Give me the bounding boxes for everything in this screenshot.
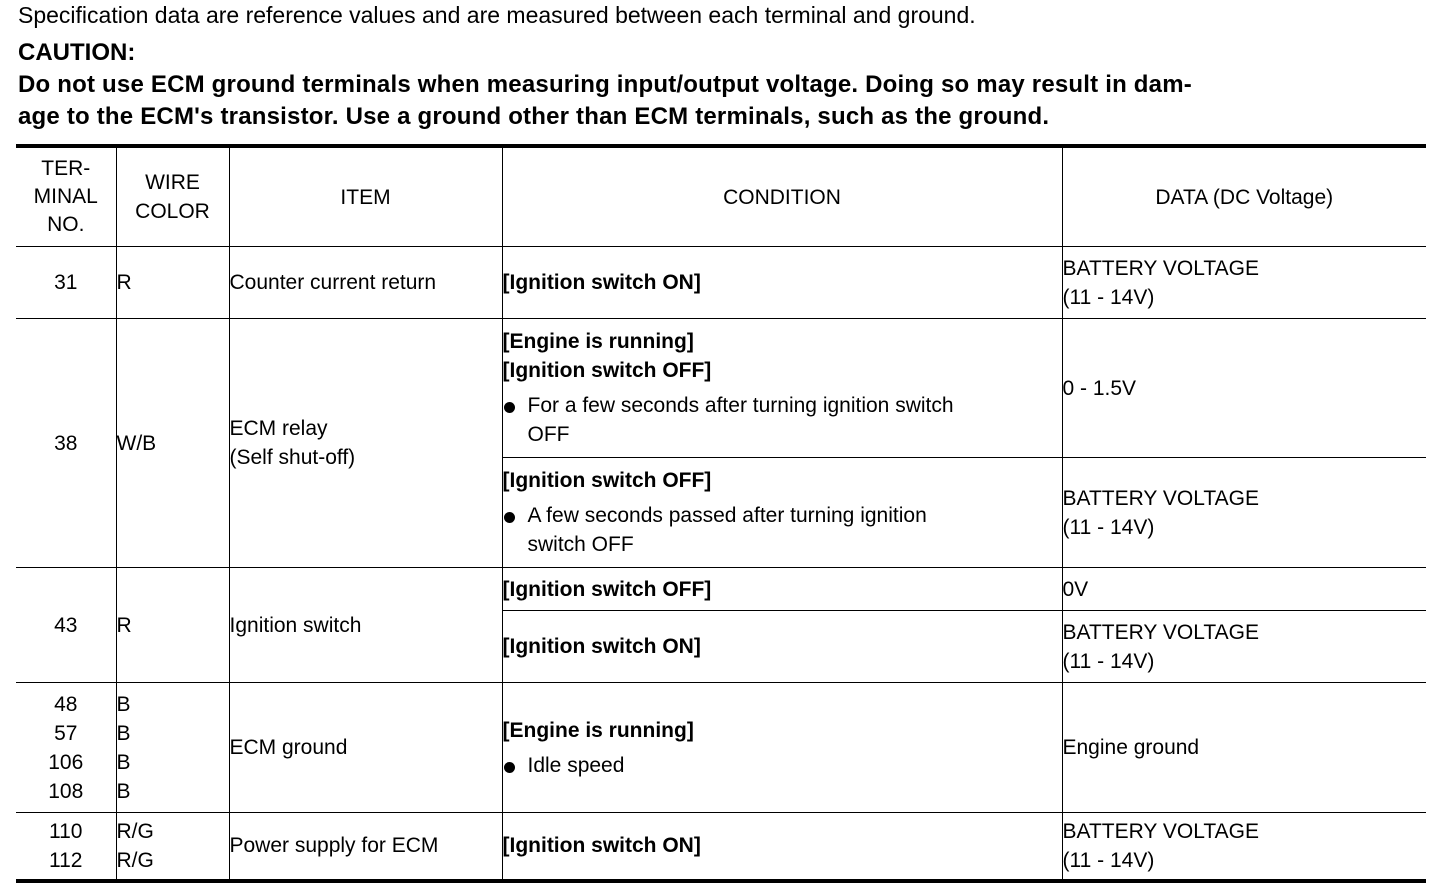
data-value: BATTERY VOLTAGE bbox=[1062, 256, 1259, 280]
condition-bracket: [Ignition switch OFF] bbox=[502, 469, 712, 492]
header-terminal-line: MINAL bbox=[33, 185, 98, 208]
data-value: (11 - 14V) bbox=[1062, 285, 1155, 309]
terminal-number: 106 bbox=[48, 750, 84, 774]
data-cell bbox=[1062, 247, 1426, 319]
header-data: DATA (DC Voltage) bbox=[1062, 146, 1426, 247]
data-value: (11 - 14V) bbox=[1062, 649, 1155, 673]
condition-cell bbox=[502, 813, 1062, 881]
data-cell bbox=[1062, 568, 1426, 611]
intro-text: Specification data are reference values and are measured between each terminal and ground. bbox=[18, 2, 976, 28]
wire-color-cell bbox=[116, 319, 229, 568]
condition-bullet bbox=[503, 501, 1062, 559]
wire-color: B bbox=[116, 750, 131, 774]
condition-cell bbox=[502, 611, 1062, 683]
table-row bbox=[16, 319, 1426, 458]
header-wire-color bbox=[116, 146, 229, 247]
item-cell bbox=[229, 247, 502, 319]
data-value: 0V bbox=[1062, 577, 1089, 601]
terminal-number: 112 bbox=[49, 848, 83, 872]
wire-color-cell bbox=[116, 247, 229, 319]
wire-color: R/G bbox=[116, 819, 154, 843]
wire-color-cell bbox=[116, 568, 229, 683]
terminal-number: 108 bbox=[48, 779, 84, 803]
item-cell bbox=[229, 683, 502, 813]
wire-color: B bbox=[116, 721, 131, 745]
condition-cell bbox=[502, 683, 1062, 813]
data-value: BATTERY VOLTAGE bbox=[1062, 486, 1259, 510]
terminal-number: 57 bbox=[54, 721, 78, 745]
data-value: BATTERY VOLTAGE bbox=[1062, 620, 1259, 644]
caution-title: CAUTION: bbox=[18, 39, 136, 66]
data-cell bbox=[1062, 683, 1426, 813]
condition-bracket: [Ignition switch ON] bbox=[502, 834, 701, 858]
header-item: ITEM bbox=[229, 146, 502, 247]
condition-bullet bbox=[503, 751, 1062, 780]
terminal-no-cell bbox=[16, 568, 116, 683]
item-text: Power supply for ECM bbox=[229, 834, 439, 858]
wire-color: B bbox=[116, 692, 131, 716]
terminal-number: 48 bbox=[54, 692, 78, 716]
terminal-no-cell bbox=[16, 247, 116, 319]
wire-color: R/G bbox=[116, 848, 154, 872]
data-value: 0 - 1.5V bbox=[1062, 376, 1137, 400]
caution-line-2: age to the ECM's transistor. Use a ground other than ECM terminals, such as the ground. bbox=[18, 103, 1050, 130]
data-value: (11 - 14V) bbox=[1062, 848, 1155, 872]
header-wire-line: COLOR bbox=[135, 200, 210, 223]
wire-color: R bbox=[116, 613, 132, 637]
data-cell bbox=[1062, 319, 1426, 458]
terminal-no-cell bbox=[16, 683, 116, 813]
table-row bbox=[16, 683, 1426, 813]
caution-line-1: Do not use ECM ground terminals when measuring input/output voltage. Doing so may result in dam- bbox=[18, 71, 1192, 98]
table-row bbox=[16, 568, 1426, 611]
item-text: Ignition switch bbox=[229, 613, 362, 637]
header-terminal-line: NO. bbox=[47, 213, 85, 236]
condition-bracket: [Ignition switch ON] bbox=[502, 635, 701, 658]
item-text: Counter current return bbox=[229, 271, 437, 294]
terminal-spec-table bbox=[16, 144, 1426, 883]
condition-bracket: [Ignition switch ON] bbox=[502, 271, 701, 294]
table-row bbox=[16, 813, 1426, 881]
item-cell bbox=[229, 319, 502, 568]
condition-cell bbox=[502, 247, 1062, 319]
header-condition: CONDITION bbox=[502, 146, 1062, 247]
wire-color-cell bbox=[116, 683, 229, 813]
condition-cell bbox=[502, 458, 1062, 568]
table-row bbox=[16, 247, 1426, 319]
header-terminal-no bbox=[16, 146, 116, 247]
wire-color: B bbox=[116, 779, 131, 803]
header-row bbox=[16, 146, 1426, 247]
item-cell bbox=[229, 568, 502, 683]
condition-bullet-text: switch OFF bbox=[527, 533, 634, 556]
wire-color: W/B bbox=[116, 431, 157, 455]
condition-bracket: [Engine is running] bbox=[502, 330, 694, 353]
condition-bullet-text: Idle speed bbox=[527, 753, 625, 777]
data-cell bbox=[1062, 813, 1426, 881]
item-text: ECM ground bbox=[229, 736, 348, 759]
terminal-number: 31 bbox=[54, 271, 78, 294]
condition-bullet-text: For a few seconds after turning ignition switch bbox=[527, 394, 954, 417]
bullet-dot-icon bbox=[504, 402, 515, 413]
terminal-number: 110 bbox=[49, 819, 83, 843]
data-cell bbox=[1062, 458, 1426, 568]
data-value: Engine ground bbox=[1062, 736, 1200, 759]
header-wire-line: WIRE bbox=[145, 171, 200, 194]
wire-color-cell bbox=[116, 813, 229, 881]
condition-bracket: [Ignition switch OFF] bbox=[502, 359, 712, 382]
data-value: (11 - 14V) bbox=[1062, 515, 1155, 539]
terminal-no-cell bbox=[16, 319, 116, 568]
item-text: ECM relay bbox=[229, 417, 328, 440]
condition-cell bbox=[502, 568, 1062, 611]
condition-bullet-text: A few seconds passed after turning ignition bbox=[527, 504, 927, 527]
bullet-dot-icon bbox=[504, 512, 515, 523]
terminal-number: 43 bbox=[54, 613, 78, 637]
condition-bullet bbox=[503, 391, 1062, 449]
condition-cell bbox=[502, 319, 1062, 458]
wire-color: R bbox=[116, 271, 132, 294]
bullet-dot-icon bbox=[504, 762, 515, 773]
caution-text bbox=[18, 69, 1428, 133]
condition-bullet-text: OFF bbox=[527, 423, 570, 446]
data-cell bbox=[1062, 611, 1426, 683]
data-value: BATTERY VOLTAGE bbox=[1062, 819, 1259, 843]
terminal-no-cell bbox=[16, 813, 116, 881]
item-text: (Self shut-off) bbox=[229, 446, 356, 469]
condition-bracket: [Engine is running] bbox=[502, 718, 694, 742]
condition-bracket: [Ignition switch OFF] bbox=[502, 577, 712, 601]
item-cell bbox=[229, 813, 502, 881]
terminal-number: 38 bbox=[54, 431, 78, 455]
header-terminal-line: TER- bbox=[41, 157, 91, 180]
